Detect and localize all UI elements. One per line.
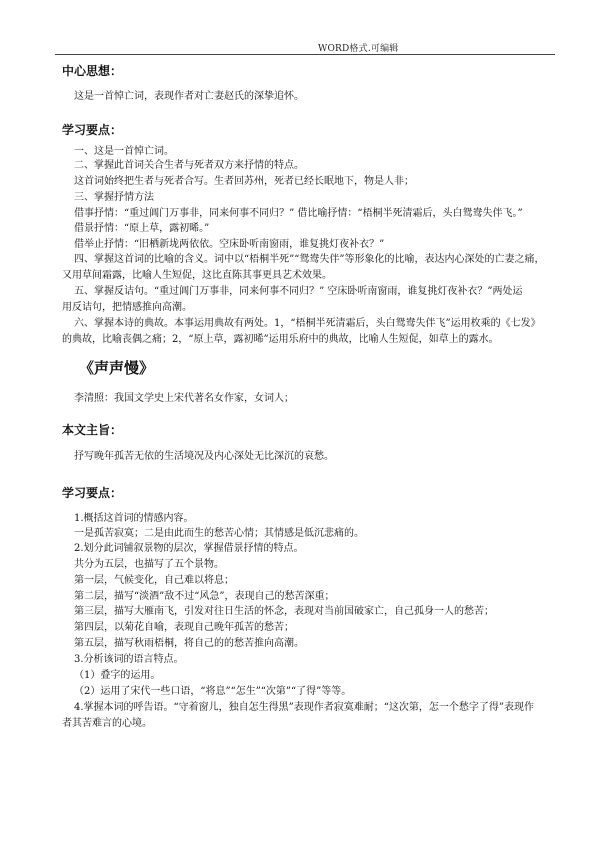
point-line-14: 者其苦难言的心境。 <box>62 718 152 729</box>
point-line-12: （2）运用了宋代一些口语，“将息”“怎生”“次第”“了得”等等。 <box>74 686 352 697</box>
central-idea-text: 这是一首悼亡词，表现作者对亡妻赵氏的深挚追怀。 <box>74 91 304 102</box>
point-line-7: 第三层，描写大雁南飞，引发对往日生活的怀念，表现对当前国破家亡，自己孤身一人的愁苦； <box>74 606 494 617</box>
study-line-9: 又用草间霜露，比喻人生短促，这比直陈其事更具艺术效果。 <box>62 270 332 281</box>
study-line-5: 借事抒情：“重过阊门万事非，同来何事不同归？” 借比喻抒情：“梧桐半死清霜后，头白鸳鸯失伴飞。” <box>74 208 523 219</box>
page-header-text: WORD格式.可编辑 <box>318 44 399 54</box>
study-line-1: 一、这是一首悼亡词。 <box>74 146 174 157</box>
heading-main-theme: 本文主旨： <box>62 423 123 437</box>
point-line-8: 第四层，以菊花自喻，表现自己晚年孤苦的愁苦； <box>74 622 294 633</box>
point-line-10: 3.分析该词的语言特点。 <box>74 654 184 665</box>
heading-study-points-2: 学习要点： <box>62 486 123 500</box>
point-line-13: 4.掌握本词的呼告语。“守着窗儿，独自怎生得黑”表现作者寂寞难耐；“这次第，怎一个愁字了得”表现作 <box>74 702 534 713</box>
study-line-2: 二、掌握此首词关合生者与死者双方来抒情的特点。 <box>74 160 304 171</box>
poem-title: 《声声慢》 <box>79 359 155 377</box>
study-line-12: 六、掌握本诗的典故。本事运用典故有两处。1，“梧桐半死清霜后，头白鸳鸯失伴飞”运用枚乘的《七发》 <box>74 318 541 329</box>
point-line-4: 共分为五层，也描写了五个景物。 <box>74 559 224 570</box>
study-line-6: 借景抒情：“原上草，露初晞。” <box>74 223 210 234</box>
study-line-13: 的典故，比喻丧偶之痛；2，“原上草，露初晞”运用乐府中的典故，比喻人生短促，如草上的露水。 <box>62 334 499 345</box>
study-line-3: 这首词始终把生者与死者合写。生者回苏州，死者已经长眠地下，物是人非； <box>74 176 414 187</box>
main-theme-text: 抒写晚年孤苦无依的生活境况及内心深处无比深沉的哀愁。 <box>74 451 334 462</box>
study-line-10: 五、掌握反诘句。“重过阊门万事非，同来何事不同归？” 空床卧听南窗雨，谁复挑灯夜补衣？”两处运 <box>74 286 523 297</box>
study-line-4: 三、掌握抒情方法 <box>74 192 154 203</box>
study-line-11: 用反诘句，把情感推向高潮。 <box>62 302 192 313</box>
point-line-1: 1.概括这首词的情感内容。 <box>74 513 194 524</box>
study-line-8: 四、掌握这首词的比喻的含义。词中以“梧桐半死”“鸳鸯失伴”等形象化的比喻，表达内心深处的亡妻之痛， <box>74 254 545 265</box>
point-line-11: （1）叠字的运用。 <box>74 670 161 681</box>
study-line-7: 借举止抒情：“旧栖新垅两依依。空床卧听南窗雨，谁复挑灯夜补衣？” <box>74 239 385 250</box>
point-line-3: 2.划分此词铺叙景物的层次，掌握借景抒情的特点。 <box>74 543 304 554</box>
point-line-5: 第一层，气候变化，自己难以将息； <box>74 575 234 586</box>
point-line-6: 第二层，描写“淡酒”敌不过“风急”，表现自己的愁苦深重； <box>74 591 335 602</box>
point-line-2: 一是孤苦寂寞；二是由此而生的愁苦心情；其情感是低沉悲痛的。 <box>74 528 364 539</box>
header-divider <box>55 54 555 55</box>
heading-study-points-1: 学习要点： <box>62 123 123 137</box>
point-line-9: 第五层，描写秋雨梧桐，将自己的的愁苦推向高潮。 <box>74 638 304 649</box>
author-intro: 李清照：我国文学史上宋代著名女作家，女词人； <box>74 393 294 404</box>
heading-central-idea: 中心思想： <box>62 64 123 78</box>
